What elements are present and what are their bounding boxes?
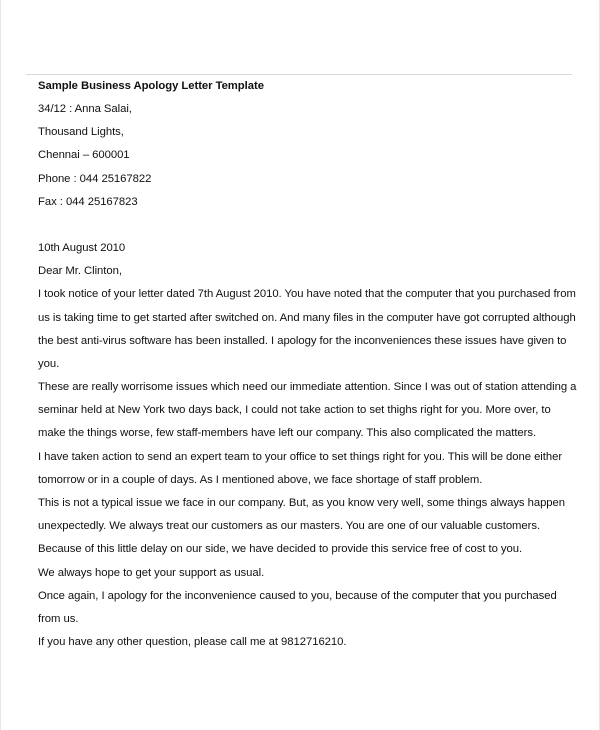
- body-line: I have taken action to send an expert team to your office to set things right for you. This will be done either: [38, 450, 563, 463]
- header-divider: [26, 74, 572, 75]
- body-line: seminar held at New York two days back, I could not take action to set thighs right for you. More over, to: [38, 404, 551, 417]
- page-edge-left: [0, 0, 1, 730]
- fax-line: Fax : 044 25167823: [38, 195, 138, 208]
- body-line: We always hope to get your support as usual.: [38, 566, 265, 579]
- body-line: These are really worrisome issues which need our immediate attention. Since I was out of station attending a: [38, 381, 577, 394]
- body-line: If you have any other question, please call me at 9812716210.: [38, 636, 347, 649]
- body-line: make the things worse, few staff-members have left our company. This also complicated the matters.: [38, 427, 537, 440]
- letter-content: [38, 78, 577, 657]
- sender-address: [38, 101, 558, 217]
- body-line: unexpectedly. We always treat our customers as our masters. You are one of our valuable customers.: [38, 520, 541, 533]
- body-line: us is taking time to get started after switched on. And many files in the computer have got corrupted although: [38, 311, 576, 324]
- body-line: tomorrow or in a couple of days. As I mentioned above, we face shortage of staff problem.: [38, 473, 483, 486]
- document-title: Sample Business Apology Letter Template: [38, 80, 264, 92]
- letter-date: 10th August 2010: [38, 241, 126, 254]
- salutation: Dear Mr. Clinton,: [38, 265, 122, 278]
- body-line: from us.: [38, 612, 79, 625]
- address-line: Chennai – 600001: [38, 149, 130, 162]
- address-line: Thousand Lights,: [38, 126, 124, 139]
- phone-line: Phone : 044 25167822: [38, 172, 152, 185]
- body-line: Because of this little delay on our side, we have decided to provide this service free of cost to you.: [38, 543, 523, 556]
- body-line: you.: [38, 357, 60, 370]
- letter-body: [38, 286, 577, 657]
- body-line: I took notice of your letter dated 7th August 2010. You have noted that the computer that you purchased from: [38, 288, 576, 301]
- body-line: Once again, I apology for the inconvenience caused to you, because of the computer that you purchased: [38, 589, 557, 602]
- blank-line: [38, 217, 558, 240]
- address-line: 34/12 : Anna Salai,: [38, 103, 132, 115]
- body-line: the best anti-virus software has been installed. I apology for the inconveniences these issues have given to: [38, 334, 567, 347]
- body-line: This is not a typical issue we face in our company. But, as you know very well, some things always happen: [38, 497, 566, 509]
